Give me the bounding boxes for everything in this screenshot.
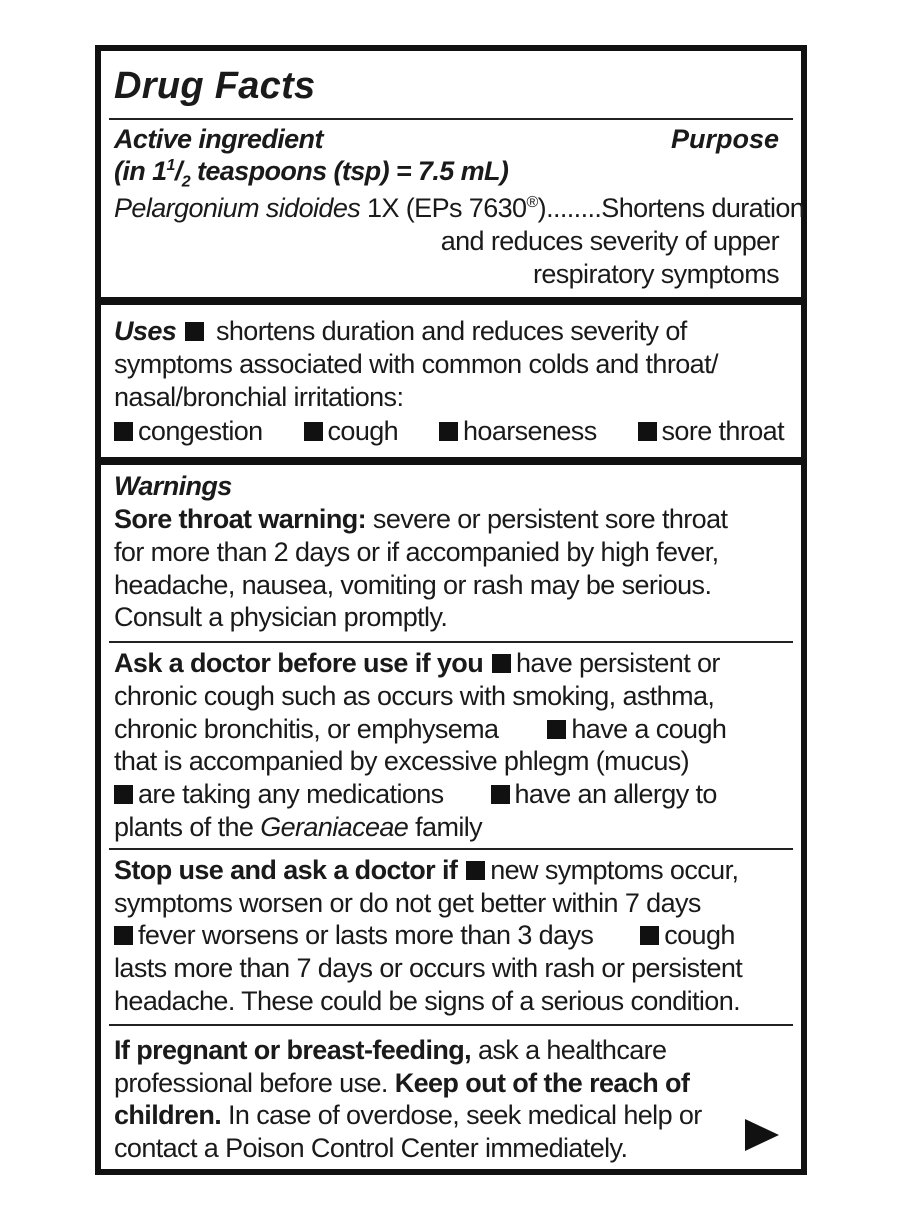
uses-item-cough: cough: [304, 416, 399, 446]
uses-item-sore-throat: sore throat: [638, 416, 784, 446]
uses-item-hoarseness: hoarseness: [439, 416, 597, 446]
pregnant-line-4: contact a Poison Control Center immediately.: [114, 1133, 628, 1163]
black-square-bullet-icon: [439, 422, 458, 441]
ask-doctor-heading: Ask a doctor before use if you: [114, 648, 484, 678]
ask-doctor-line-1: Ask a doctor before use if you have persistent or: [114, 648, 720, 678]
warnings-heading: Warnings: [114, 471, 232, 501]
pregnant-heading: If pregnant or breast-feeding,: [114, 1035, 472, 1065]
black-square-bullet-icon: [466, 861, 485, 880]
black-square-bullet-icon: [492, 654, 511, 673]
active-ingredient-heading: Active ingredient: [114, 124, 323, 154]
uses-line-1: [114, 315, 687, 347]
section-divider-2: [101, 457, 801, 465]
ingredient-rest: 1X (EPs 7630: [360, 193, 527, 223]
pregnant-line-1: If pregnant or breast-feeding, ask a healthcare: [114, 1035, 667, 1065]
purpose-line-3: respiratory symptoms: [532, 259, 779, 289]
black-square-bullet-icon: [114, 785, 133, 804]
ingredient-line: [114, 192, 804, 224]
pregnant-line-2: professional before use. Keep out of the reach of: [114, 1068, 690, 1098]
ask-doctor-line-2: chronic cough such as occurs with smoking, asthma,: [114, 681, 715, 711]
uses-line-2: symptoms associated with common colds and throat/: [114, 349, 718, 379]
black-square-bullet-icon: [304, 422, 323, 441]
section-divider-1: [101, 297, 801, 305]
ingredient-dots: )........: [537, 193, 602, 223]
stop-use-line-3: fever worsens or lasts more than 3 days cough: [114, 919, 735, 951]
warnings-rule-3: [109, 1024, 793, 1026]
warnings-rule-2: [109, 848, 793, 850]
uses-items: [114, 415, 784, 447]
sore-throat-line-3: headache, nausea, vomiting or rash may be serious.: [114, 570, 712, 600]
sore-throat-heading: Sore throat warning:: [114, 504, 367, 534]
warnings-rule-1: [109, 641, 793, 643]
stop-use-heading: Stop use and ask a doctor if: [114, 855, 458, 885]
stop-use-line-4: lasts more than 7 days or occurs with rash or persistent: [114, 953, 743, 983]
black-square-bullet-icon: [114, 926, 133, 945]
stop-use-line-1: Stop use and ask a doctor if new symptoms occur,: [114, 855, 739, 885]
black-square-bullet-icon: [638, 422, 657, 441]
purpose-line-1: Shortens duration: [601, 193, 805, 223]
uses-item-congestion: congestion: [114, 416, 263, 446]
drug-facts-title: Drug Facts: [114, 65, 316, 107]
uses-heading: Uses: [114, 316, 177, 346]
sore-throat-line-4: Consult a physician promptly.: [114, 602, 448, 632]
ask-doctor-line-3: chronic bronchitis, or emphysema have a cough: [114, 714, 727, 744]
sore-throat-line-1: Sore throat warning: severe or persistent sore throat: [114, 504, 728, 534]
dose-denominator: 2: [181, 173, 191, 191]
black-square-bullet-icon: [547, 720, 566, 739]
drug-facts-label: [95, 45, 807, 1175]
dose-pre: (in 1: [114, 156, 167, 186]
dose-post: teaspoons (tsp) = 7.5 mL): [190, 156, 509, 186]
ask-doctor-line-5: are taking any medications have an allergy to: [114, 778, 717, 810]
dose-numerator: 1: [166, 157, 175, 174]
registered-mark: ®: [526, 194, 538, 211]
pregnant-line-3: children. In case of overdose, seek medical help or: [114, 1100, 702, 1130]
ingredient-name: Pelargonium sidoides: [114, 193, 361, 223]
keep-out-of-reach: Keep out of the reach of: [394, 1068, 690, 1098]
black-square-bullet-icon: [491, 785, 510, 804]
black-square-bullet-icon: [640, 926, 659, 945]
black-square-bullet-icon: [185, 322, 204, 341]
stop-use-line-2: symptoms worsen or do not get better within 7 days: [114, 888, 701, 918]
uses-text-1: shortens duration and reduces severity of: [209, 316, 687, 346]
purpose-line-2: and reduces severity of upper: [440, 226, 779, 256]
uses-line-3: nasal/bronchial irritations:: [114, 382, 404, 412]
dose-line: (in $1^1/_2$ teaspoons (tsp) = 7.5 mL): [114, 156, 509, 191]
sore-throat-line-2: for more than 2 days or if accompanied by high fever,: [114, 537, 719, 567]
ask-doctor-line-6: plants of the Geraniaceae family: [114, 812, 483, 842]
ask-doctor-line-4: that is accompanied by excessive phlegm (mucus): [114, 746, 690, 776]
black-square-bullet-icon: [114, 422, 133, 441]
purpose-heading: Purpose: [670, 124, 779, 154]
stop-use-line-5: headache. These could be signs of a serious condition.: [114, 986, 741, 1016]
title-rule: [109, 118, 793, 120]
continue-arrow-icon: [745, 1119, 779, 1151]
